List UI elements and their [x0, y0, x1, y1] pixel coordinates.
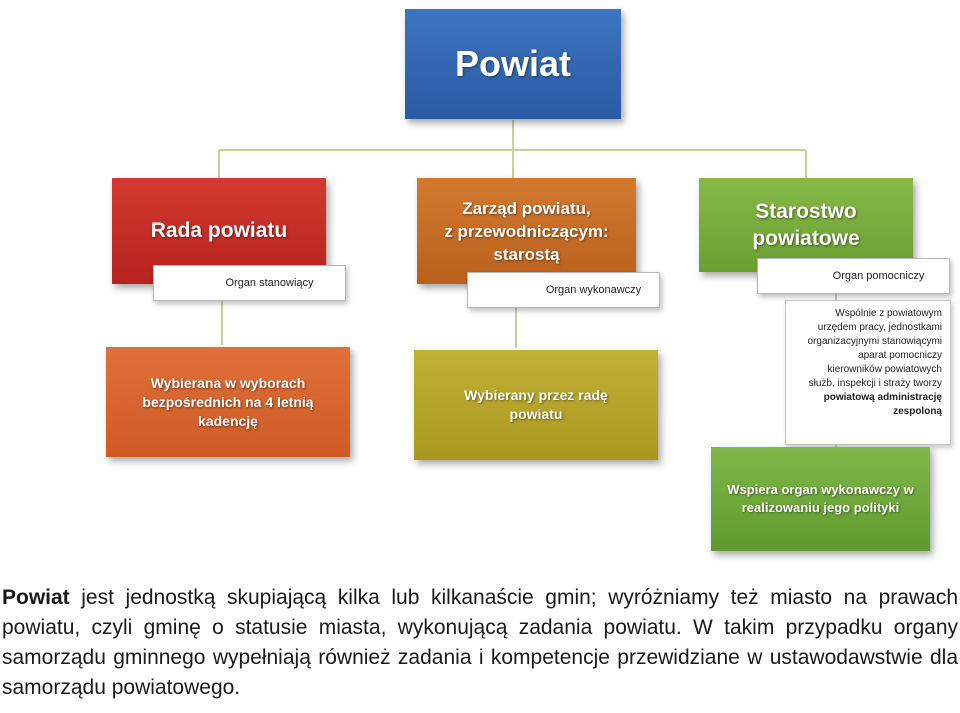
starostwo-description — [785, 300, 951, 445]
powiat-title: Powiat — [454, 43, 571, 84]
desc-line: aparat pomocniczy — [858, 350, 942, 361]
organ-stanowiacy-label — [153, 265, 346, 301]
desc-line: Wspólnie z powiatowym — [835, 308, 942, 319]
paragraph-bold-term: Powiat — [2, 586, 70, 609]
starostwo-detail-text: Wspiera organ wykonawczy w realizowaniu jego polityki — [727, 482, 914, 515]
starostwo-detail-box — [711, 447, 930, 551]
desc-bold-line: powiatową administrację — [823, 392, 942, 403]
rada-detail-text: Wybierana w wyborach bezpośrednich na 4 letnią kadencję — [142, 374, 314, 429]
desc-bold-line: zespoloną — [893, 406, 942, 417]
organ-wykonawczy-text: Organ wykonawczy — [545, 284, 642, 296]
zarzad-title-line3: starostą — [493, 244, 560, 264]
organ-pomocniczy-text: Organ pomocniczy — [832, 270, 925, 282]
starostwo-title-line2: powiatowe — [752, 227, 860, 250]
desc-line: urzędem pracy, jednostkami — [817, 322, 942, 333]
zarzad-title-line2: z przewodniczącym: — [444, 221, 609, 241]
organ-stanowiacy-text: Organ stanowiący — [225, 277, 314, 289]
zarzad-detail-box — [414, 350, 658, 460]
paragraph-text: jest jednostką skupiającą kilka lub kilkanaście gmin; wyróżniamy też miasto na prawach powiatu, czyli gminę o statusie miasta, wykonującą zadania powiatu. W takim przypadku organy samorządu gminnego wypełniają również zadania i kompetencje przewidziane w ustawodawstwie dla samorządu powiatowego. — [2, 586, 958, 699]
zarzad-title-line1: Zarząd powiatu, — [462, 198, 591, 218]
rada-detail-box — [106, 347, 350, 457]
organ-wykonawczy-label — [467, 272, 660, 308]
desc-line: służb, inspekcji i straży tworzy — [808, 378, 942, 389]
rada-powiatu-title: Rada powiatu — [150, 219, 288, 242]
description-paragraph — [0, 583, 960, 703]
powiat-box — [405, 9, 621, 119]
starostwo-title-line1: Starostwo — [755, 200, 857, 223]
desc-line: organizacyjnymi stanowiącymi — [807, 336, 942, 347]
organ-pomocniczy-label — [757, 258, 950, 294]
zarzad-powiatu-box — [417, 178, 636, 284]
desc-line: kierowników powiatowych — [827, 364, 942, 375]
zarzad-detail-text: Wybierany przez radę powiatu — [464, 387, 608, 422]
